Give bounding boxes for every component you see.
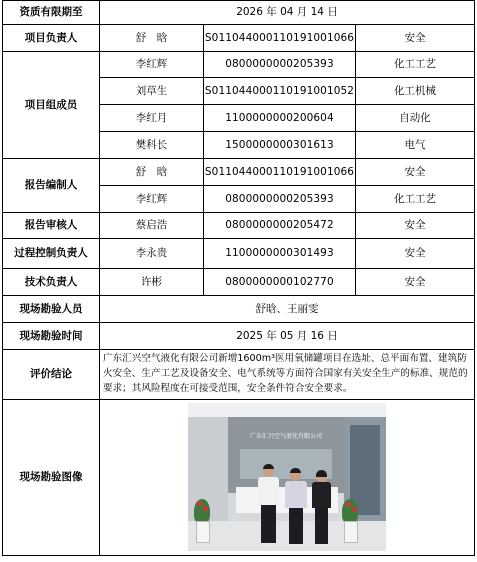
- member-specialty: 电气: [356, 132, 475, 159]
- site-inspection-photo: [188, 403, 386, 551]
- compiler-cert: S011044000110191001066: [204, 159, 356, 186]
- project-leader-specialty: 安全: [356, 25, 475, 52]
- compiler-specialty: 化工工艺: [356, 186, 475, 213]
- report-reviewer-specialty: 安全: [356, 213, 475, 239]
- site-photo-label: 现场勘验图像: [3, 399, 100, 555]
- member-cert: 1500000000301613: [204, 132, 356, 159]
- process-controller-label: 过程控制负责人: [3, 239, 100, 269]
- compiler-name: 舒 晗: [100, 159, 204, 186]
- row-process-controller: [3, 239, 475, 269]
- project-members-label: 项目组成员: [3, 52, 100, 159]
- process-controller-cert: 1100000000301493: [204, 239, 356, 269]
- row-site-inspection-time: [3, 323, 475, 350]
- member-name: 樊科长: [100, 132, 204, 159]
- row-technical-leader: [3, 269, 475, 296]
- technical-leader-cert: 0800000000102770: [204, 269, 356, 296]
- report-reviewer-cert: 0800000000205472: [204, 213, 356, 239]
- photo-company-sign: 广东汇兴空气液化有限公司: [250, 433, 323, 441]
- member-specialty: 化工机械: [356, 78, 475, 105]
- site-inspection-time-value: 2025 年 05 月 16 日: [100, 323, 475, 350]
- member-cert: 0800000000205393: [204, 52, 356, 78]
- photo-ceiling: [188, 403, 386, 417]
- member-cert: S011044000110191001052: [204, 78, 356, 105]
- row-report-compiler: [3, 159, 475, 186]
- row-conclusion: [3, 350, 475, 400]
- site-photo-cell: [100, 399, 475, 555]
- compiler-cert: 0800000000205393: [204, 186, 356, 213]
- row-site-inspectors: [3, 296, 475, 323]
- photo-pot-left: [196, 521, 210, 543]
- project-leader-label: 项目负责人: [3, 25, 100, 52]
- member-specialty: 化工工艺: [356, 52, 475, 78]
- site-inspection-time-label: 现场勘验时间: [3, 323, 100, 350]
- compiler-name: 李红辉: [100, 186, 204, 213]
- project-leader-name: 舒 晗: [100, 25, 204, 52]
- conclusion-text: 广东汇兴空气液化有限公司新增1600m³医用氧储罐项目在选址、总平面布置、建筑防火安全、生产工艺及设备安全、电气系统等方面符合国家有关安全生产的标准、规范的要求；其风险程度在可接受范围，安全条件符合安全要求。: [100, 350, 475, 400]
- row-qualification-expiry: [3, 1, 475, 25]
- compiler-specialty: 安全: [356, 159, 475, 186]
- report-compilers-label: 报告编制人: [3, 159, 100, 213]
- member-cert: 1100000000200604: [204, 105, 356, 132]
- process-controller-name: 李永贵: [100, 239, 204, 269]
- row-site-photo: [3, 399, 475, 555]
- qualification-expiry-label: 资质有限期至: [3, 1, 100, 25]
- site-inspectors-label: 现场勘验人员: [3, 296, 100, 323]
- row-project-leader: [3, 25, 475, 52]
- technical-leader-name: 许彬: [100, 269, 204, 296]
- photo-pot-right: [344, 521, 358, 543]
- row-project-member: [3, 52, 475, 78]
- conclusion-label: 评价结论: [3, 350, 100, 400]
- process-controller-specialty: 安全: [356, 239, 475, 269]
- technical-leader-specialty: 安全: [356, 269, 475, 296]
- member-name: 李红辉: [100, 52, 204, 78]
- qualification-expiry-value: 2026 年 04 月 14 日: [100, 1, 475, 25]
- member-name: 刘草生: [100, 78, 204, 105]
- project-leader-cert: S011044000110191001066: [204, 25, 356, 52]
- report-reviewer-name: 蔡启浩: [100, 213, 204, 239]
- technical-leader-label: 技术负责人: [3, 269, 100, 296]
- member-name: 李红月: [100, 105, 204, 132]
- member-specialty: 自动化: [356, 105, 475, 132]
- row-report-reviewer: [3, 213, 475, 239]
- site-inspectors-value: 舒晗、王丽雯: [100, 296, 475, 323]
- report-reviewer-label: 报告审核人: [3, 213, 100, 239]
- evaluation-info-table: [2, 0, 475, 556]
